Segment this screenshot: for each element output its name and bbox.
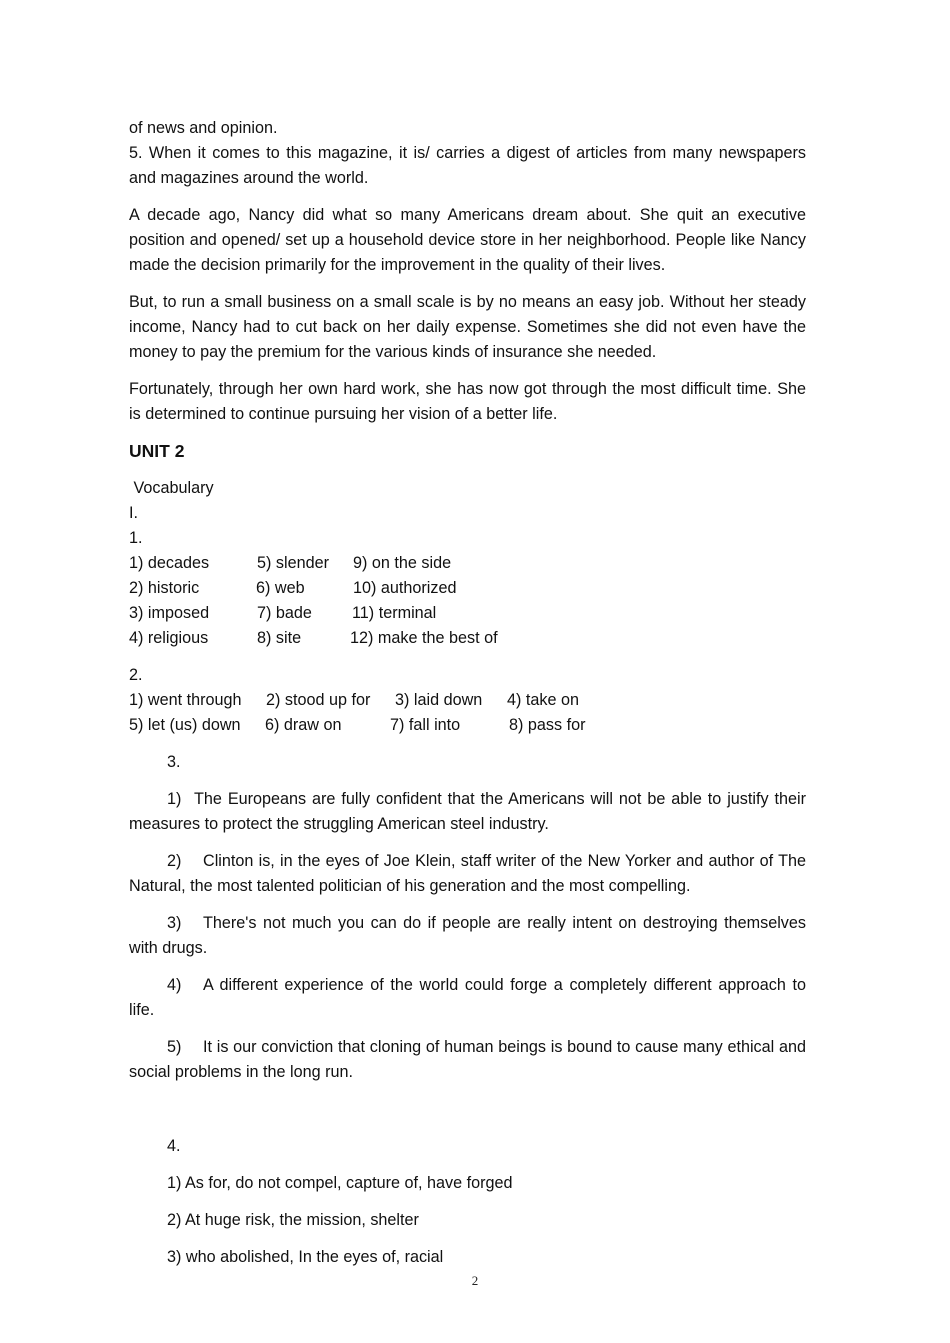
paragraph: Fortunately, through her own hard work, she has now got through the most difficult time. She is determined to continue pursuing her vision of a better life. xyxy=(129,380,806,423)
fill-in-answer: 3) who abolished, In the eyes of, racial xyxy=(167,1248,444,1266)
paragraph: But, to run a small business on a small scale is by no means an easy job. Without her steady income, Nancy had to cut back on her daily expense. Sometimes she did not even have the money to pay the premium for the various kinds of insurance she needed. xyxy=(129,293,806,361)
phrase-answer: 7) fall into xyxy=(390,716,461,734)
item-text: The Europeans are fully confident that the Americans will not be able to justify their measures to protect the struggling American steel industry. xyxy=(129,790,806,833)
word-row xyxy=(129,601,806,626)
item-number: 3) xyxy=(167,914,182,932)
phrase-answer: 6) draw on xyxy=(265,716,342,734)
phrase-answer: 3) laid down xyxy=(395,691,483,709)
item-number: 4) xyxy=(167,976,182,994)
word-row xyxy=(129,576,806,601)
continued-line: of news and opinion. xyxy=(129,119,278,137)
fill-in-answer: 1) As for, do not compel, capture of, have forged xyxy=(167,1174,513,1192)
word-list xyxy=(129,551,806,651)
part-label: 3. xyxy=(167,753,181,771)
item-text: It is our conviction that cloning of human beings is bound to cause many ethical and social problems in the long run. xyxy=(129,1038,806,1081)
phrase-answer: 8) pass for xyxy=(509,716,586,734)
word-answer: 6) web xyxy=(256,579,305,597)
word-answer: 2) historic xyxy=(129,579,200,597)
phrase-row xyxy=(129,688,806,713)
translation-item xyxy=(129,787,806,837)
word-answer: 4) religious xyxy=(129,629,209,647)
word-row xyxy=(129,551,806,576)
phrase-answer: 4) take on xyxy=(507,691,579,709)
translation-item xyxy=(129,911,806,961)
word-answer: 10) authorized xyxy=(353,579,457,597)
page-number: 2 xyxy=(471,1273,479,1288)
part-label: 4. xyxy=(167,1137,181,1155)
part-label: 1. xyxy=(129,529,143,547)
word-answer: 5) slender xyxy=(257,554,329,572)
word-answer: 7) bade xyxy=(257,604,312,622)
word-answer: 1) decades xyxy=(129,554,210,572)
translation-item xyxy=(129,849,806,899)
unit-title: UNIT 2 xyxy=(129,441,185,461)
phrase-list xyxy=(129,688,806,738)
item-text: A different experience of the world could forge a completely different approach to life. xyxy=(129,976,806,1019)
item-text: There's not much you can do if people are really intent on destroying themselves with drugs. xyxy=(129,914,806,957)
word-answer: 3) imposed xyxy=(129,604,210,622)
item-number: 2) xyxy=(167,852,182,870)
word-row xyxy=(129,626,806,651)
word-answer: 8) site xyxy=(257,629,302,647)
item-number: 1) xyxy=(167,790,182,808)
phrase-row xyxy=(129,713,806,738)
vocabulary-label: Vocabulary xyxy=(129,479,214,497)
part-label: 2. xyxy=(129,666,143,684)
word-answer: 9) on the side xyxy=(353,554,452,572)
item-text: Clinton is, in the eyes of Joe Klein, staff writer of the New Yorker and author of The Natural, the most talented politician of his generation and the most compelling. xyxy=(129,852,806,895)
word-answer: 12) make the best of xyxy=(350,629,498,647)
answer-item-5: 5. When it comes to this magazine, it is/ carries a digest of articles from many newspapers and magazines around the world. xyxy=(129,144,806,187)
fill-in-answer: 2) At huge risk, the mission, shelter xyxy=(167,1211,419,1229)
phrase-answer: 1) went through xyxy=(129,691,242,709)
paragraph: A decade ago, Nancy did what so many Americans dream about. She quit an executive position and opened/ set up a household device store in her neighborhood. People like Nancy made the decision primarily for the improvement in the quality of their lives. xyxy=(129,206,806,274)
item-number: 5) xyxy=(167,1038,182,1056)
translation-item xyxy=(129,1035,806,1085)
phrase-answer: 5) let (us) down xyxy=(129,716,241,734)
translation-item xyxy=(129,973,806,1023)
phrase-answer: 2) stood up for xyxy=(266,691,371,709)
word-answer: 11) terminal xyxy=(352,604,437,622)
section-label: I. xyxy=(129,504,138,522)
page-content xyxy=(129,116,806,1282)
